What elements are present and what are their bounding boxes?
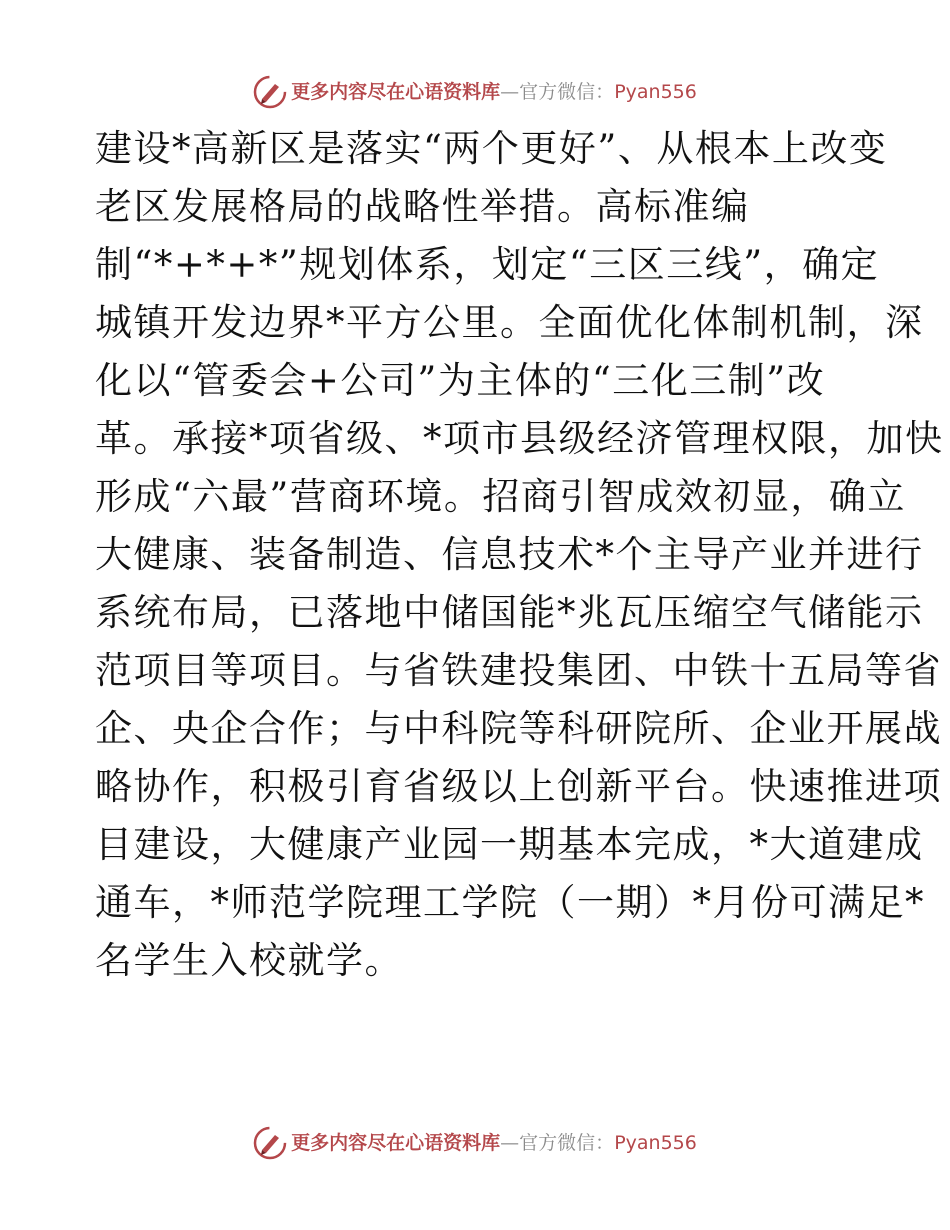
body-line: 化以“管委会+公司”为主体的“三化三制”改 — [95, 359, 826, 402]
body-line: 名学生入校就学。 — [95, 939, 403, 982]
body-line: 略协作，积极引育省级以上创新平台。快速推进项 — [95, 765, 942, 808]
watermark-wechat-id: Pyan556 — [614, 81, 697, 103]
watermark-main-text: 更多内容尽在心语资料库 — [291, 1132, 501, 1154]
body-line: 通车，*师范学院理工学院（一期）*月份可满足* — [95, 881, 925, 924]
body-line: 形成“六最”营商环境。招商引智成效初显，确立 — [95, 475, 906, 518]
header-watermark — [0, 75, 950, 109]
watermark-wechat-label: 官方微信： — [519, 1132, 615, 1154]
watermark-separator: — — [500, 1132, 520, 1154]
pen-seal-logo-icon — [253, 1126, 287, 1160]
footer-watermark — [0, 1126, 950, 1160]
body-line: 革。承接*项省级、*项市县级经济管理权限，加快 — [95, 417, 944, 460]
watermark-main-text: 更多内容尽在心语资料库 — [291, 81, 501, 103]
body-line: 老区发展格局的战略性举措。高标准编 — [95, 185, 750, 228]
body-line: 系统布局，已落地中储国能*兆瓦压缩空气储能示 — [95, 591, 924, 634]
watermark-wechat-id: Pyan556 — [614, 1132, 697, 1154]
body-line: 大健康、装备制造、信息技术*个主导产业并进行 — [95, 533, 924, 576]
pen-seal-logo-icon — [253, 75, 287, 109]
body-line: 目建设，大健康产业园一期基本完成，*大道建成 — [95, 823, 924, 866]
body-line: 建设*高新区是落实“两个更好”、从根本上改变 — [95, 127, 888, 170]
watermark-wechat-label: 官方微信： — [519, 81, 615, 103]
body-line: 制“*+*+*”规划体系，划定“三区三线”，确定 — [95, 243, 880, 286]
body-line: 企、央企合作；与中科院等科研院所、企业开展战 — [95, 707, 942, 750]
document-body — [95, 120, 944, 990]
watermark-separator: — — [500, 81, 520, 103]
body-line: 城镇开发边界*平方公里。全面优化体制机制，深 — [95, 301, 924, 344]
body-line: 范项目等项目。与省铁建投集团、中铁十五局等省 — [95, 649, 942, 692]
